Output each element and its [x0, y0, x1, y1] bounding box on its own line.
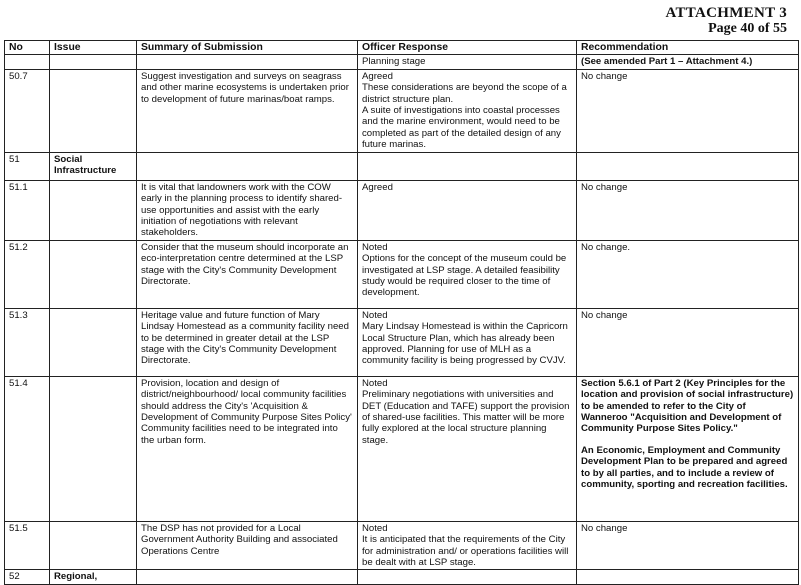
row-response [358, 240, 577, 308]
row-number: 51 [5, 152, 50, 180]
row-issue [50, 180, 137, 240]
response-paragraph: Mary Lindsay Homestead is within the Capricorn Local Structure Plan, which has already been approved. Planning for use of MLH as a community facility is being progressed by CVJV. [362, 321, 568, 367]
row-response [358, 376, 577, 521]
col-header-response: Officer Response [358, 41, 577, 55]
table-row [5, 308, 799, 376]
row-summary [137, 152, 358, 180]
response-paragraph: Noted [362, 309, 388, 321]
recommendation-paragraph: Section 5.6.1 of Part 2 (Key Principles for the location and provision of social infrastructure) to be amended to refer to the City of Wanneroo "Acquisition and Development of Community Purpose Sites Policy." [581, 377, 794, 435]
row-recommendation [577, 376, 799, 521]
response-paragraph: A suite of investigations into coastal processes and the marine environment, would need to be completed as part of the detailed design of any future marinas. [362, 105, 561, 151]
response-paragraph: It is anticipated that the requirements of the City for administration and/ or operations facilities will be dealt with at LSP stage. [362, 534, 569, 569]
page-header [665, 6, 787, 36]
col-header-no: No [5, 41, 50, 55]
table-row [5, 240, 799, 308]
row-number: 52 [5, 570, 50, 584]
response-paragraph: Agreed [362, 181, 393, 193]
row-number: 51.3 [5, 308, 50, 376]
row-issue [50, 240, 137, 308]
row-recommendation [577, 240, 799, 308]
table-row [5, 376, 799, 521]
row-recommendation [577, 69, 799, 152]
row-summary [137, 570, 358, 584]
row-issue [50, 69, 137, 152]
submissions-table [4, 40, 799, 585]
response-paragraph: Agreed [362, 70, 393, 82]
row-recommendation [577, 570, 799, 584]
col-header-issue: Issue [50, 41, 137, 55]
response-paragraph: Preliminary negotiations with universities and DET (Education and TAFE) support the provision of shared-use facilities. This matter will be more fully explored at the local structure planning stage. [362, 389, 570, 446]
recommendation-paragraph: No change [581, 522, 628, 534]
row-number: 51.5 [5, 521, 50, 570]
recommendation-paragraph: No change. [581, 241, 631, 253]
row-recommendation [577, 308, 799, 376]
row-issue [50, 308, 137, 376]
response-paragraph: Options for the concept of the museum could be investigated at LSP stage. A detailed feasibility study would be required closer to the time of development. [362, 253, 567, 299]
row-recommendation [577, 180, 799, 240]
row-number: 51.1 [5, 180, 50, 240]
page-number: Page 40 of 55 [708, 21, 787, 36]
subheader-recommendation: (See amended Part 1 – Attachment 4.) [577, 55, 799, 69]
row-issue: Regional, [50, 570, 137, 584]
row-number: 51.2 [5, 240, 50, 308]
row-summary: Provision, location and design of district/neighbourhood/ local community facilities should address the City's 'Acquisition & Development of Community Purpose Sites Policy' Community facilities need to be integrated into the urban form. [137, 376, 358, 521]
response-paragraph: Noted [362, 241, 388, 253]
table-row [5, 69, 799, 152]
col-header-summary: Summary of Submission [137, 41, 358, 55]
recommendation-paragraph: No change [581, 70, 628, 82]
recommendation-paragraph: No change [581, 181, 628, 193]
row-response [358, 69, 577, 152]
row-response [358, 152, 577, 180]
row-response [358, 521, 577, 570]
row-summary: Consider that the museum should incorporate an eco-interpretation centre determined at the LSP stage with the City's Community Development Directorate. [137, 240, 358, 308]
subheader-response: Planning stage [358, 55, 577, 69]
row-summary: The DSP has not provided for a Local Government Authority Building and associated Operations Centre [137, 521, 358, 570]
attachment-label: ATTACHMENT 3 [665, 5, 787, 21]
row-issue: Social Infrastructure [50, 152, 137, 180]
table-subheader-row [5, 55, 799, 69]
table-header-row [5, 41, 799, 55]
row-summary: Heritage value and future function of Mary Lindsay Homestead as a community facility need to be determined in greater detail at the LSP stage with the City's Community Development Directorate. [137, 308, 358, 376]
response-paragraph: Noted [362, 377, 388, 389]
row-issue [50, 376, 137, 521]
row-response [358, 308, 577, 376]
table-row [5, 152, 799, 180]
col-header-recommendation: Recommendation [577, 41, 799, 55]
row-response [358, 180, 577, 240]
recommendation-paragraph: No change [581, 309, 628, 321]
row-recommendation [577, 521, 799, 570]
response-paragraph: These considerations are beyond the scope of a district structure plan. [362, 82, 567, 105]
table-row [5, 180, 799, 240]
row-issue [50, 521, 137, 570]
row-recommendation [577, 152, 799, 180]
response-paragraph: Noted [362, 522, 388, 534]
row-number: 51.4 [5, 376, 50, 521]
table-row [5, 570, 799, 584]
recommendation-paragraph: An Economic, Employment and Community Development Plan to be prepared and agreed to by all parties, and to include a review of community, sporting and recreation facilities. [581, 444, 788, 491]
row-summary: Suggest investigation and surveys on seagrass and other marine ecosystems is undertaken prior to development of future marinas/boat ramps. [137, 69, 358, 152]
row-summary: It is vital that landowners work with the COW early in the planning process to identify shared-use opportunities and assist with the early initiation of negotiations with relevant stakeholders. [137, 180, 358, 240]
row-response [358, 570, 577, 584]
row-number: 50.7 [5, 69, 50, 152]
table-row [5, 521, 799, 570]
